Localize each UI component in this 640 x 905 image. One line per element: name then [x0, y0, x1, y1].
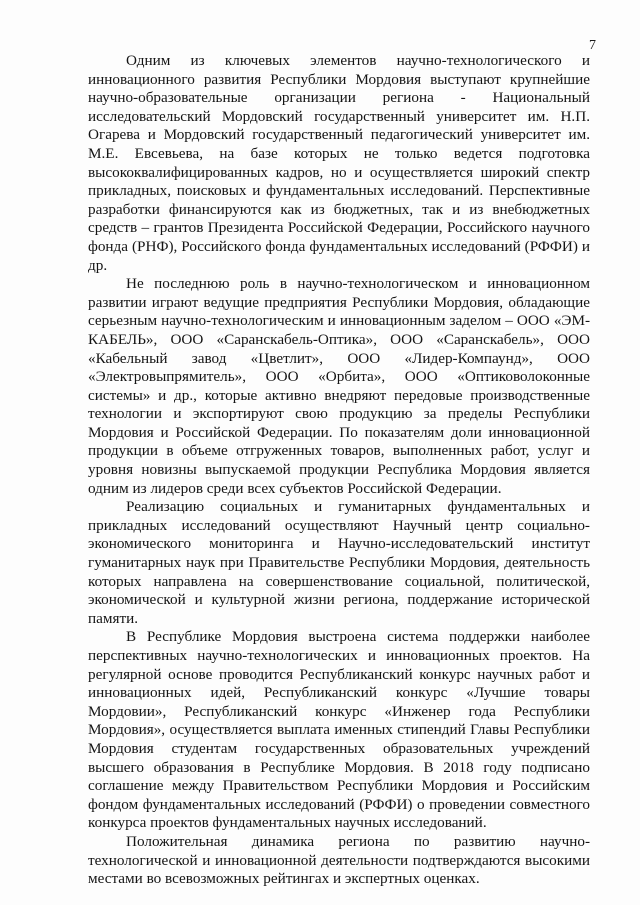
paragraph-support-system: В Республике Мордовия выстроена система поддержки наиболее перспективных научно-технологических и инновационных проектов. На регулярной основе проводится Республиканский конкурс научных работ и инновационных идей, Республиканский конкурс «Лучшие товары Мордовии», Республиканский конкурс «Инженер года Республики Мордовия», осуществляется выплата именных стипендий Главы Республики Мордовия студентам государственных образовательных учреждений высшего образования в Республике Мордовия. В 2018 году подписано соглашение между Правительством Республики Мордовия и Российским фондом фундаментальных исследований (РФФИ) о проведении совместного конкурса проектов фундаментальных научных исследований. [88, 628, 590, 832]
page-number: 7 [589, 38, 596, 53]
paragraph-leading-enterprises: Не последнюю роль в научно-технологическом и инновационном развитии играют ведущие предприятия Республики Мордовия, обладающие серьезным научно-технологическим и инновационным заделом – ООО «ЭМ-КАБЕЛЬ», ООО «Саранскабель-Оптика», ООО «Саранскабель», ООО «Кабельный завод «Цветлит», ООО «Лидер-Компаунд», ООО «Электровыпрямитель», ООО «Орбита», ООО «Оптиковолоконные системы» и др., которые активно внедряют передовые производственные технологии и экспортируют свою продукцию за пределы Республики Мордовия и Российской Федерации. По показателям доли инновационной продукции в объеме отгруженных товаров, выполненных работ, услуг и уровня новизны выпускаемой продукции Республика Мордовия является одним из лидеров среди всех субъектов Российской Федерации. [88, 275, 590, 497]
paragraph-positive-dynamics: Положительная динамика региона по развитию научно-технологической и инновационной деятельности подтверждаются высокими местами во всевозможных рейтингах и экспертных оценках. [88, 832, 590, 888]
paragraph-humanities-research: Реализацию социальных и гуманитарных фундаментальных и прикладных исследований осуществляют Научный центр социально-экономического мониторинга и Научно-исследовательский институт гуманитарных наук при Правительстве Республики Мордовия, деятельность которых направлена на совершенствование социальной, политической, экономической и культурной жизни региона, поддержание исторической памяти. [88, 498, 590, 627]
document-body [88, 52, 590, 889]
paragraph-key-organizations: Одним из ключевых элементов научно-технологического и инновационного развития Республики Мордовия выступают крупнейшие научно-образовательные организации региона - Национальный исследовательский Мордовский государственный университет им. Н.П. Огарева и Мордовский государственный педагогический университет им. М.Е. Евсевьева, на базе которых не только ведется подготовка высококвалифицированных кадров, но и осуществляется широкий спектр прикладных, поисковых и фундаментальных исследований. Перспективные разработки финансируются как из бюджетных, так и из внебюджетных средств – грантов Президента Российской Федерации, Российского научного фонда (РНФ), Российского фонда фундаментальных исследований (РФФИ) и др. [88, 52, 590, 274]
